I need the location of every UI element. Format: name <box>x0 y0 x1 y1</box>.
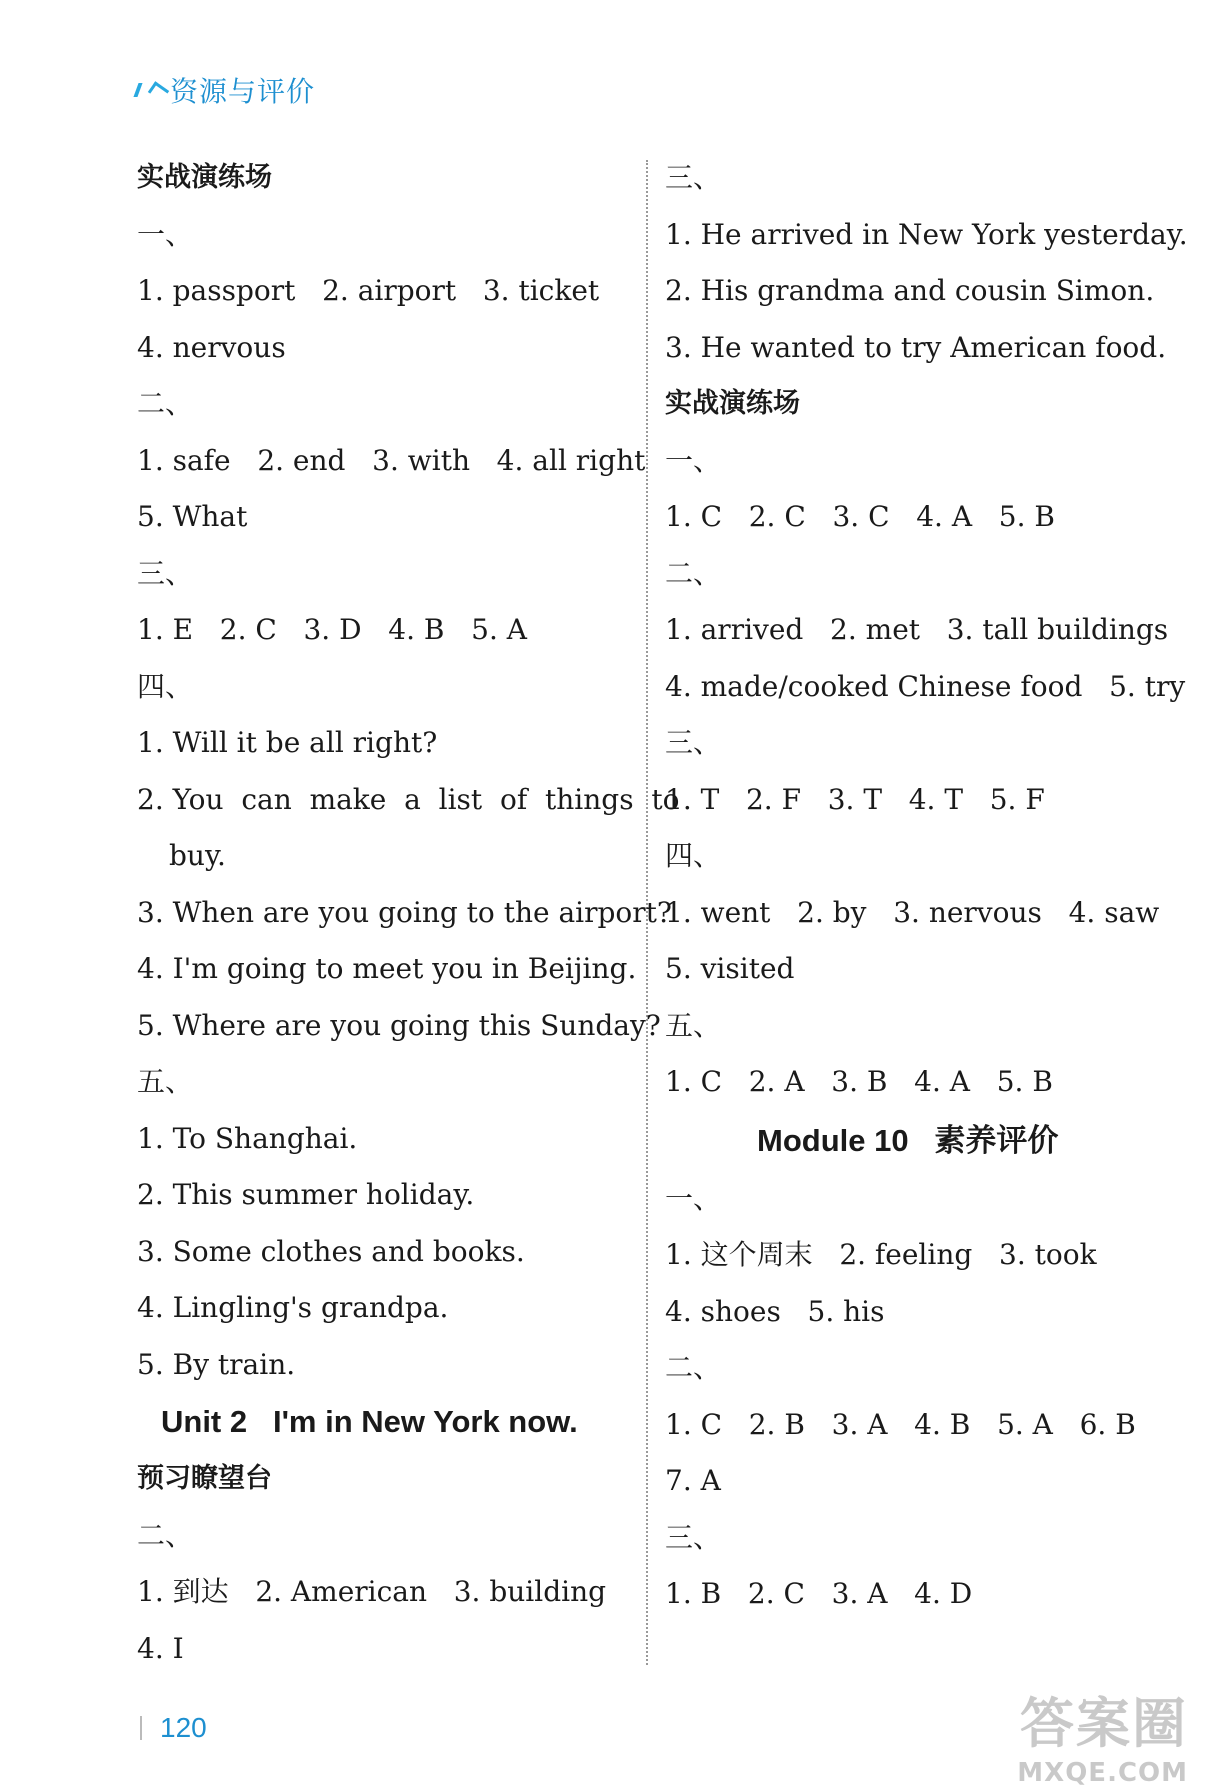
answer-line: 1. C 2. A 3. B 4. A 5. B <box>665 1065 1053 1098</box>
answer-line: 4. shoes 5. his <box>665 1294 885 1328</box>
answer-line: 1. 这个周末 2. feeling 3. took <box>665 1238 1097 1271</box>
right-column <box>665 150 1188 1623</box>
answer-line: 5. What <box>137 500 248 533</box>
answer-line: 4. nervous <box>137 330 286 364</box>
answer-line: 1. went 2. by 3. nervous 4. saw <box>665 895 1160 929</box>
answer-line: 三、 <box>665 161 722 194</box>
answer-line: 三、 <box>137 556 194 590</box>
section-heading: 预习瞭望台 <box>137 1463 272 1494</box>
answer-line: 1. He arrived in New York yesterday. <box>665 217 1188 251</box>
answer-line: 2. This summer holiday. <box>137 1178 475 1211</box>
answer-line: 2. You can make a list of things to <box>137 782 680 816</box>
answer-line: 4. I <box>137 1631 184 1665</box>
header-title: 资源与评价 <box>170 75 316 108</box>
watermark-logo <box>1017 1681 1188 1788</box>
answer-line: 1. C 2. B 3. A 4. B 5. A 6. B <box>665 1407 1136 1441</box>
answer-line: 一、 <box>137 217 194 251</box>
answer-line: 4. I'm going to meet you in Beijing. <box>137 952 637 985</box>
answer-line: 一、 <box>665 443 722 477</box>
answer-line: 1. arrived 2. met 3. tall buildings <box>665 613 1169 646</box>
answer-line: 3. Some clothes and books. <box>137 1234 525 1268</box>
answer-line: 四、 <box>137 669 194 703</box>
answer-line: 1. B 2. C 3. A 4. D <box>665 1577 973 1610</box>
answer-line: 4. Lingling's grandpa. <box>137 1291 449 1324</box>
header <box>130 70 315 110</box>
answer-line: 二、 <box>137 1518 194 1552</box>
answer-line: 1. To Shanghai. <box>137 1121 358 1155</box>
answer-line: 二、 <box>137 387 194 420</box>
answer-line: 3. When are you going to the airport? <box>137 895 672 929</box>
answer-line: 五、 <box>137 1065 194 1098</box>
watermark-main: 答案圈 <box>1020 1692 1188 1755</box>
answer-line: 三、 <box>665 726 722 759</box>
answer-line: 7. A <box>665 1464 721 1497</box>
answer-line: 1. passport 2. airport 3. ticket <box>137 274 600 307</box>
answer-line: 5. By train. <box>137 1347 296 1381</box>
left-column <box>137 150 680 1677</box>
watermark-sub: MXQE.COM <box>1017 1758 1188 1788</box>
answer-line: 四、 <box>665 839 722 872</box>
answer-line: 3. He wanted to try American food. <box>665 330 1167 364</box>
answer-line: 二、 <box>665 556 722 590</box>
unit-title: Unit 2 I'm in New York now. <box>161 1404 578 1439</box>
section-heading: 实战演练场 <box>665 388 800 419</box>
answer-line: 5. Where are you going this Sunday? <box>137 1008 661 1042</box>
answer-line: 一、 <box>665 1181 722 1215</box>
answer-line: 五、 <box>665 1008 722 1042</box>
answer-line: 二、 <box>665 1351 722 1384</box>
answer-line: 4. made/cooked Chinese food 5. try <box>665 669 1186 703</box>
answer-line: 三、 <box>665 1520 722 1554</box>
page-number-mark <box>140 1716 148 1740</box>
answer-line: 1. T 2. F 3. T 4. T 5. F <box>665 782 1045 816</box>
answer-line: 5. visited <box>665 952 795 985</box>
answer-line: 1. C 2. C 3. C 4. A 5. B <box>665 500 1055 533</box>
section-heading: 实战演练场 <box>137 162 272 193</box>
answer-line: 1. Will it be all right? <box>137 726 438 759</box>
header-decoration-icon <box>130 75 170 105</box>
answer-line: 1. safe 2. end 3. with 4. all right <box>137 443 646 477</box>
answer-line: 2. His grandma and cousin Simon. <box>665 274 1155 307</box>
page-number: 120 <box>160 1712 207 1743</box>
answer-line-continuation: buy. <box>169 839 226 872</box>
answer-line: 1. E 2. C 3. D 4. B 5. A <box>137 613 527 646</box>
answer-line: 1. 到达 2. American 3. building <box>137 1575 607 1608</box>
module-title: Module 10 素养评价 <box>757 1122 1059 1158</box>
